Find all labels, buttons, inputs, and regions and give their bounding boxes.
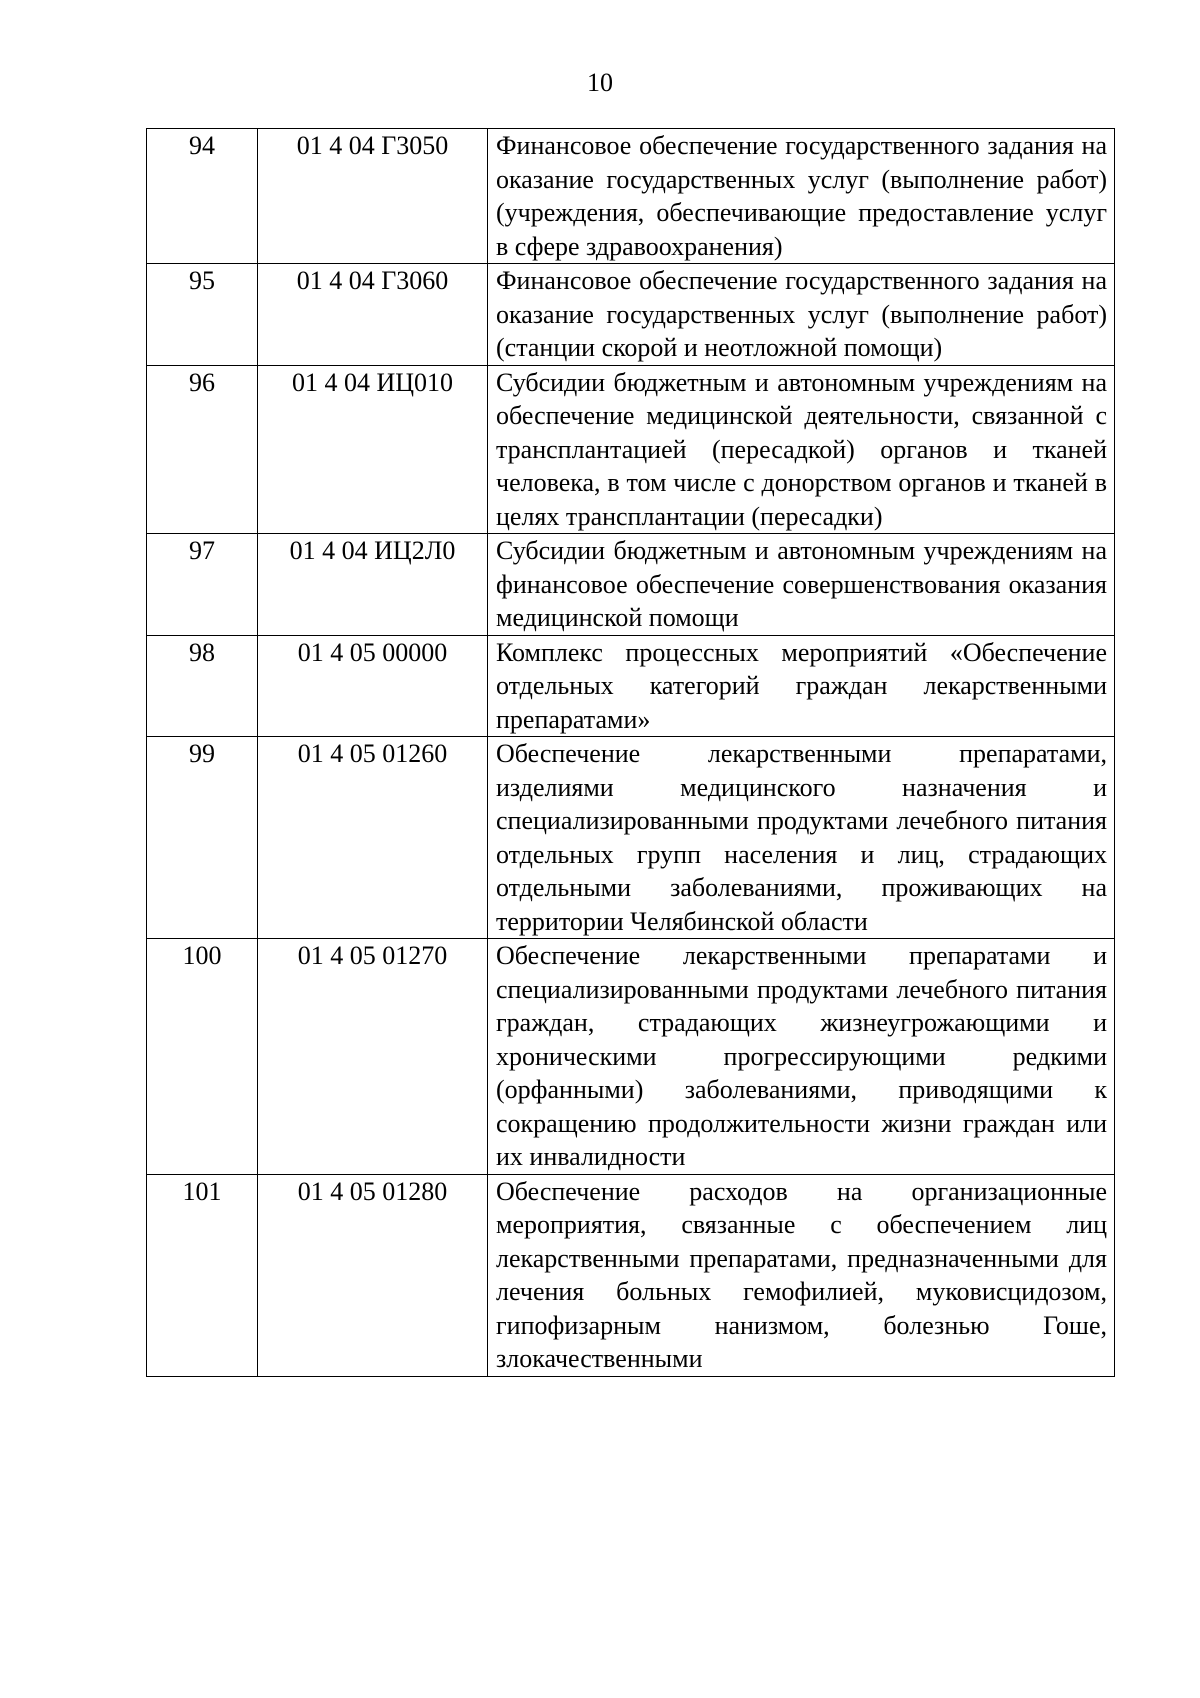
target-article-code: 01 4 04 Г3050 xyxy=(258,129,488,264)
row-number: 98 xyxy=(147,635,258,737)
target-article-code: 01 4 05 01280 xyxy=(258,1174,488,1376)
table-row xyxy=(147,635,1115,737)
table-row xyxy=(147,534,1115,636)
target-article-name: Субсидии бюджетным и автономным учреждениям на обеспечение медицинской деятельности, связанной с трансплантацией (пересадкой) органов и тканей человека, в том числе с донорством органов и тканей в целях трансплантации (пересадки) xyxy=(488,365,1115,534)
target-article-code: 01 4 04 ИЦ010 xyxy=(258,365,488,534)
page-number: 10 xyxy=(587,68,613,97)
target-article-code: 01 4 05 01270 xyxy=(258,939,488,1175)
table-row xyxy=(147,1174,1115,1376)
target-article-name: Финансовое обеспечение государственного задания на оказание государственных услуг (выполнение работ) (станции скорой и неотложной помощи) xyxy=(488,264,1115,366)
target-article-name: Обеспечение лекарственными препаратами, изделиями медицинского назначения и специализированными продуктами лечебного питания отдельных групп населения и лиц, страдающих отдельными заболеваниями, проживающих на территории Челябинской области xyxy=(488,737,1115,939)
row-number: 100 xyxy=(147,939,258,1175)
target-article-name: Комплекс процессных мероприятий «Обеспечение отдельных категорий граждан лекарственными препаратами» xyxy=(488,635,1115,737)
row-number: 94 xyxy=(147,129,258,264)
target-article-code: 01 4 04 Г3060 xyxy=(258,264,488,366)
table-row xyxy=(147,129,1115,264)
table-row xyxy=(147,737,1115,939)
row-number: 97 xyxy=(147,534,258,636)
target-article-code: 01 4 05 01260 xyxy=(258,737,488,939)
row-number: 96 xyxy=(147,365,258,534)
table-row xyxy=(147,365,1115,534)
table-row xyxy=(147,939,1115,1175)
row-number: 101 xyxy=(147,1174,258,1376)
target-article-code: 01 4 04 ИЦ2Л0 xyxy=(258,534,488,636)
target-article-name: Финансовое обеспечение государственного задания на оказание государственных услуг (выполнение работ) (учреждения, обеспечивающие предоставление услуг в сфере здравоохранения) xyxy=(488,129,1115,264)
target-article-name: Субсидии бюджетным и автономным учреждениям на финансовое обеспечение совершенствования оказания медицинской помощи xyxy=(488,534,1115,636)
table-row xyxy=(147,264,1115,366)
budget-classification-table xyxy=(146,128,1115,1377)
target-article-name: Обеспечение расходов на организационные мероприятия, связанные с обеспечением лиц лекарственными препаратами, предназначенными для лечения больных гемофилией, муковисцидозом, гипофизарным нанизмом, болезнью Гоше, злокачественными xyxy=(488,1174,1115,1376)
target-article-name: Обеспечение лекарственными препаратами и специализированными продуктами лечебного питания граждан, страдающих жизнеугрожающими и хроническими прогрессирующими редкими (орфанными) заболеваниями, приводящими к сокращению продолжительности жизни граждан или их инвалидности xyxy=(488,939,1115,1175)
row-number: 99 xyxy=(147,737,258,939)
row-number: 95 xyxy=(147,264,258,366)
target-article-code: 01 4 05 00000 xyxy=(258,635,488,737)
